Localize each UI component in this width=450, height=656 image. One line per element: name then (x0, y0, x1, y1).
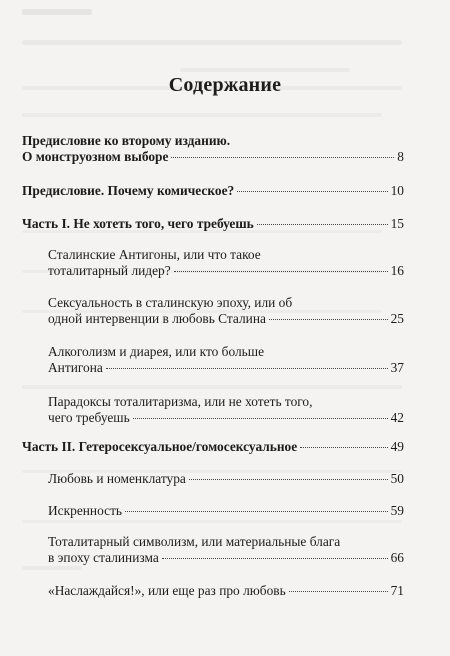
toc-entry-title: одной интервенции в любовь Сталина (48, 311, 266, 326)
toc-entry[interactable] (48, 394, 404, 426)
dot-leader (106, 368, 388, 369)
toc-entry-title: тоталитарный лидер? (48, 263, 171, 278)
dot-leader (300, 447, 387, 448)
toc-entry[interactable] (48, 583, 404, 599)
toc-entry-title: в эпоху сталинизма (48, 550, 159, 565)
dot-leader (162, 558, 388, 559)
page-number: 37 (390, 360, 404, 375)
toc-entry[interactable] (48, 503, 404, 519)
page-title: Содержание (168, 74, 282, 96)
page-number: 50 (390, 471, 404, 486)
dot-leader (189, 479, 388, 480)
toc-entry[interactable] (48, 471, 404, 487)
toc-entry[interactable] (22, 216, 404, 232)
dot-leader (289, 591, 388, 592)
dot-leader (269, 319, 388, 320)
toc-entry-title: Сталинские Антигоны, или что такое (48, 247, 261, 262)
toc-entry-title: Часть I. Не хотеть того, чего требуешь (22, 216, 254, 231)
dot-leader (174, 271, 388, 272)
toc-entry[interactable] (48, 247, 404, 279)
toc-entry[interactable] (22, 133, 404, 165)
toc-entry[interactable] (22, 183, 404, 199)
dot-leader (237, 191, 387, 192)
toc-entry[interactable] (48, 344, 404, 376)
page-number: 15 (390, 216, 404, 231)
toc-entry-title: Парадоксы тоталитаризма, или не хотеть того, (48, 394, 313, 409)
toc-entry-title: Сексуальность в сталинскую эпоху, или об (48, 295, 293, 310)
toc-entry-title: Алкоголизм и диарея, или кто больше (48, 344, 265, 359)
toc-entry-title: Искренность (48, 503, 123, 518)
page-number: 10 (390, 183, 404, 198)
toc-entry[interactable] (22, 439, 404, 455)
page-number: 8 (397, 149, 404, 164)
toc-entry[interactable] (48, 295, 404, 327)
toc-entry-title: «Наслаждайся!», или еще раз про любовь (48, 583, 286, 598)
page-number: 16 (390, 263, 404, 278)
page-number: 71 (390, 583, 404, 598)
toc-entry-title: Предисловие ко второму изданию. (22, 133, 231, 148)
toc-entry-title: Часть II. Гетеросексуальное/гомосексуальное (22, 439, 298, 454)
toc-entry-title: Антигона (48, 360, 103, 375)
page-number: 25 (390, 311, 404, 326)
dot-leader (133, 418, 388, 419)
page-number: 49 (390, 439, 404, 454)
dot-leader (257, 224, 388, 225)
toc-entry[interactable] (48, 534, 404, 566)
toc-entry-title: Тоталитарный символизм, или материальные блага (48, 534, 341, 549)
page-number: 42 (390, 410, 404, 425)
toc-entry-title: чего требуешь (48, 410, 130, 425)
page-number: 59 (390, 503, 404, 518)
dot-leader (125, 511, 388, 512)
toc-entry-title: Любовь и номенклатура (48, 471, 186, 486)
toc-entry-title: О монструозном выборе (22, 149, 169, 164)
dot-leader (171, 157, 394, 158)
page-number: 66 (390, 550, 404, 565)
toc-entry-title: Предисловие. Почему комическое? (22, 183, 235, 198)
